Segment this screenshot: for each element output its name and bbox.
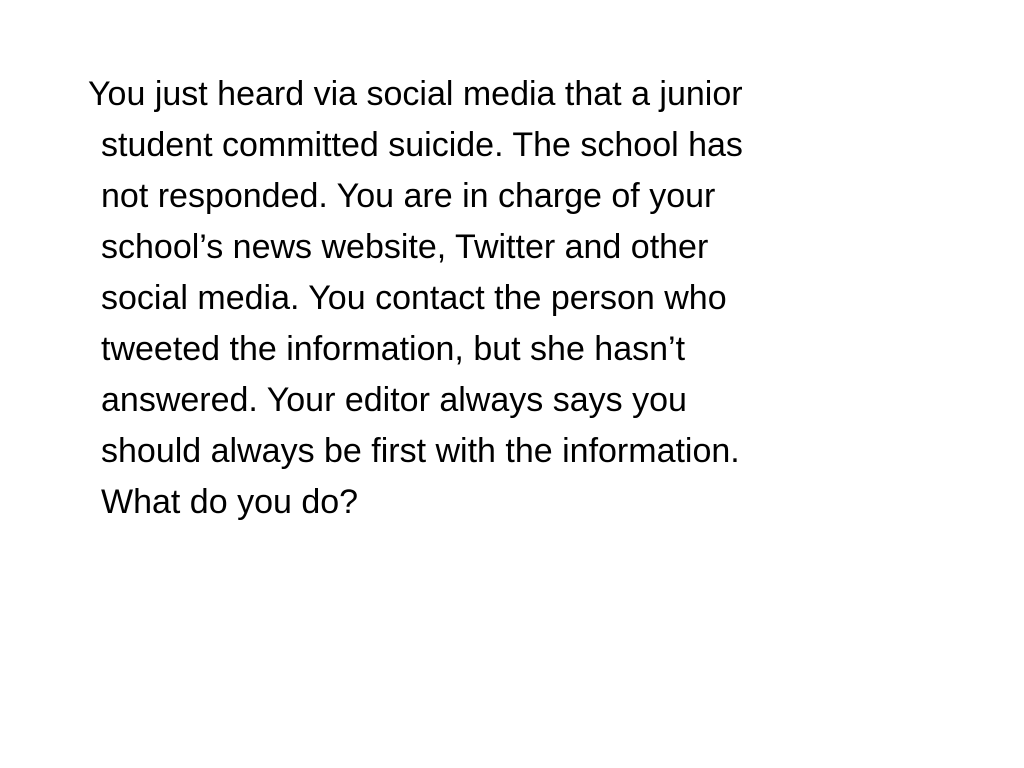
- paragraph-line-1: You just heard via social media that a junior: [88, 75, 743, 113]
- paragraph-line-8: should always be first with the information.: [101, 432, 740, 470]
- paragraph-line-4: school’s news website, Twitter and other: [101, 228, 709, 266]
- paragraph-line-3: not responded. You are in charge of your: [101, 177, 716, 215]
- paragraph-line-2: student committed suicide. The school has: [101, 126, 743, 164]
- body-paragraph: [88, 69, 928, 528]
- paragraph-line-9: What do you do?: [101, 483, 359, 521]
- paragraph-line-7: answered. Your editor always says you: [101, 381, 687, 419]
- paragraph-line-6: tweeted the information, but she hasn’t: [101, 330, 686, 368]
- paragraph-line-5: social media. You contact the person who: [101, 279, 727, 317]
